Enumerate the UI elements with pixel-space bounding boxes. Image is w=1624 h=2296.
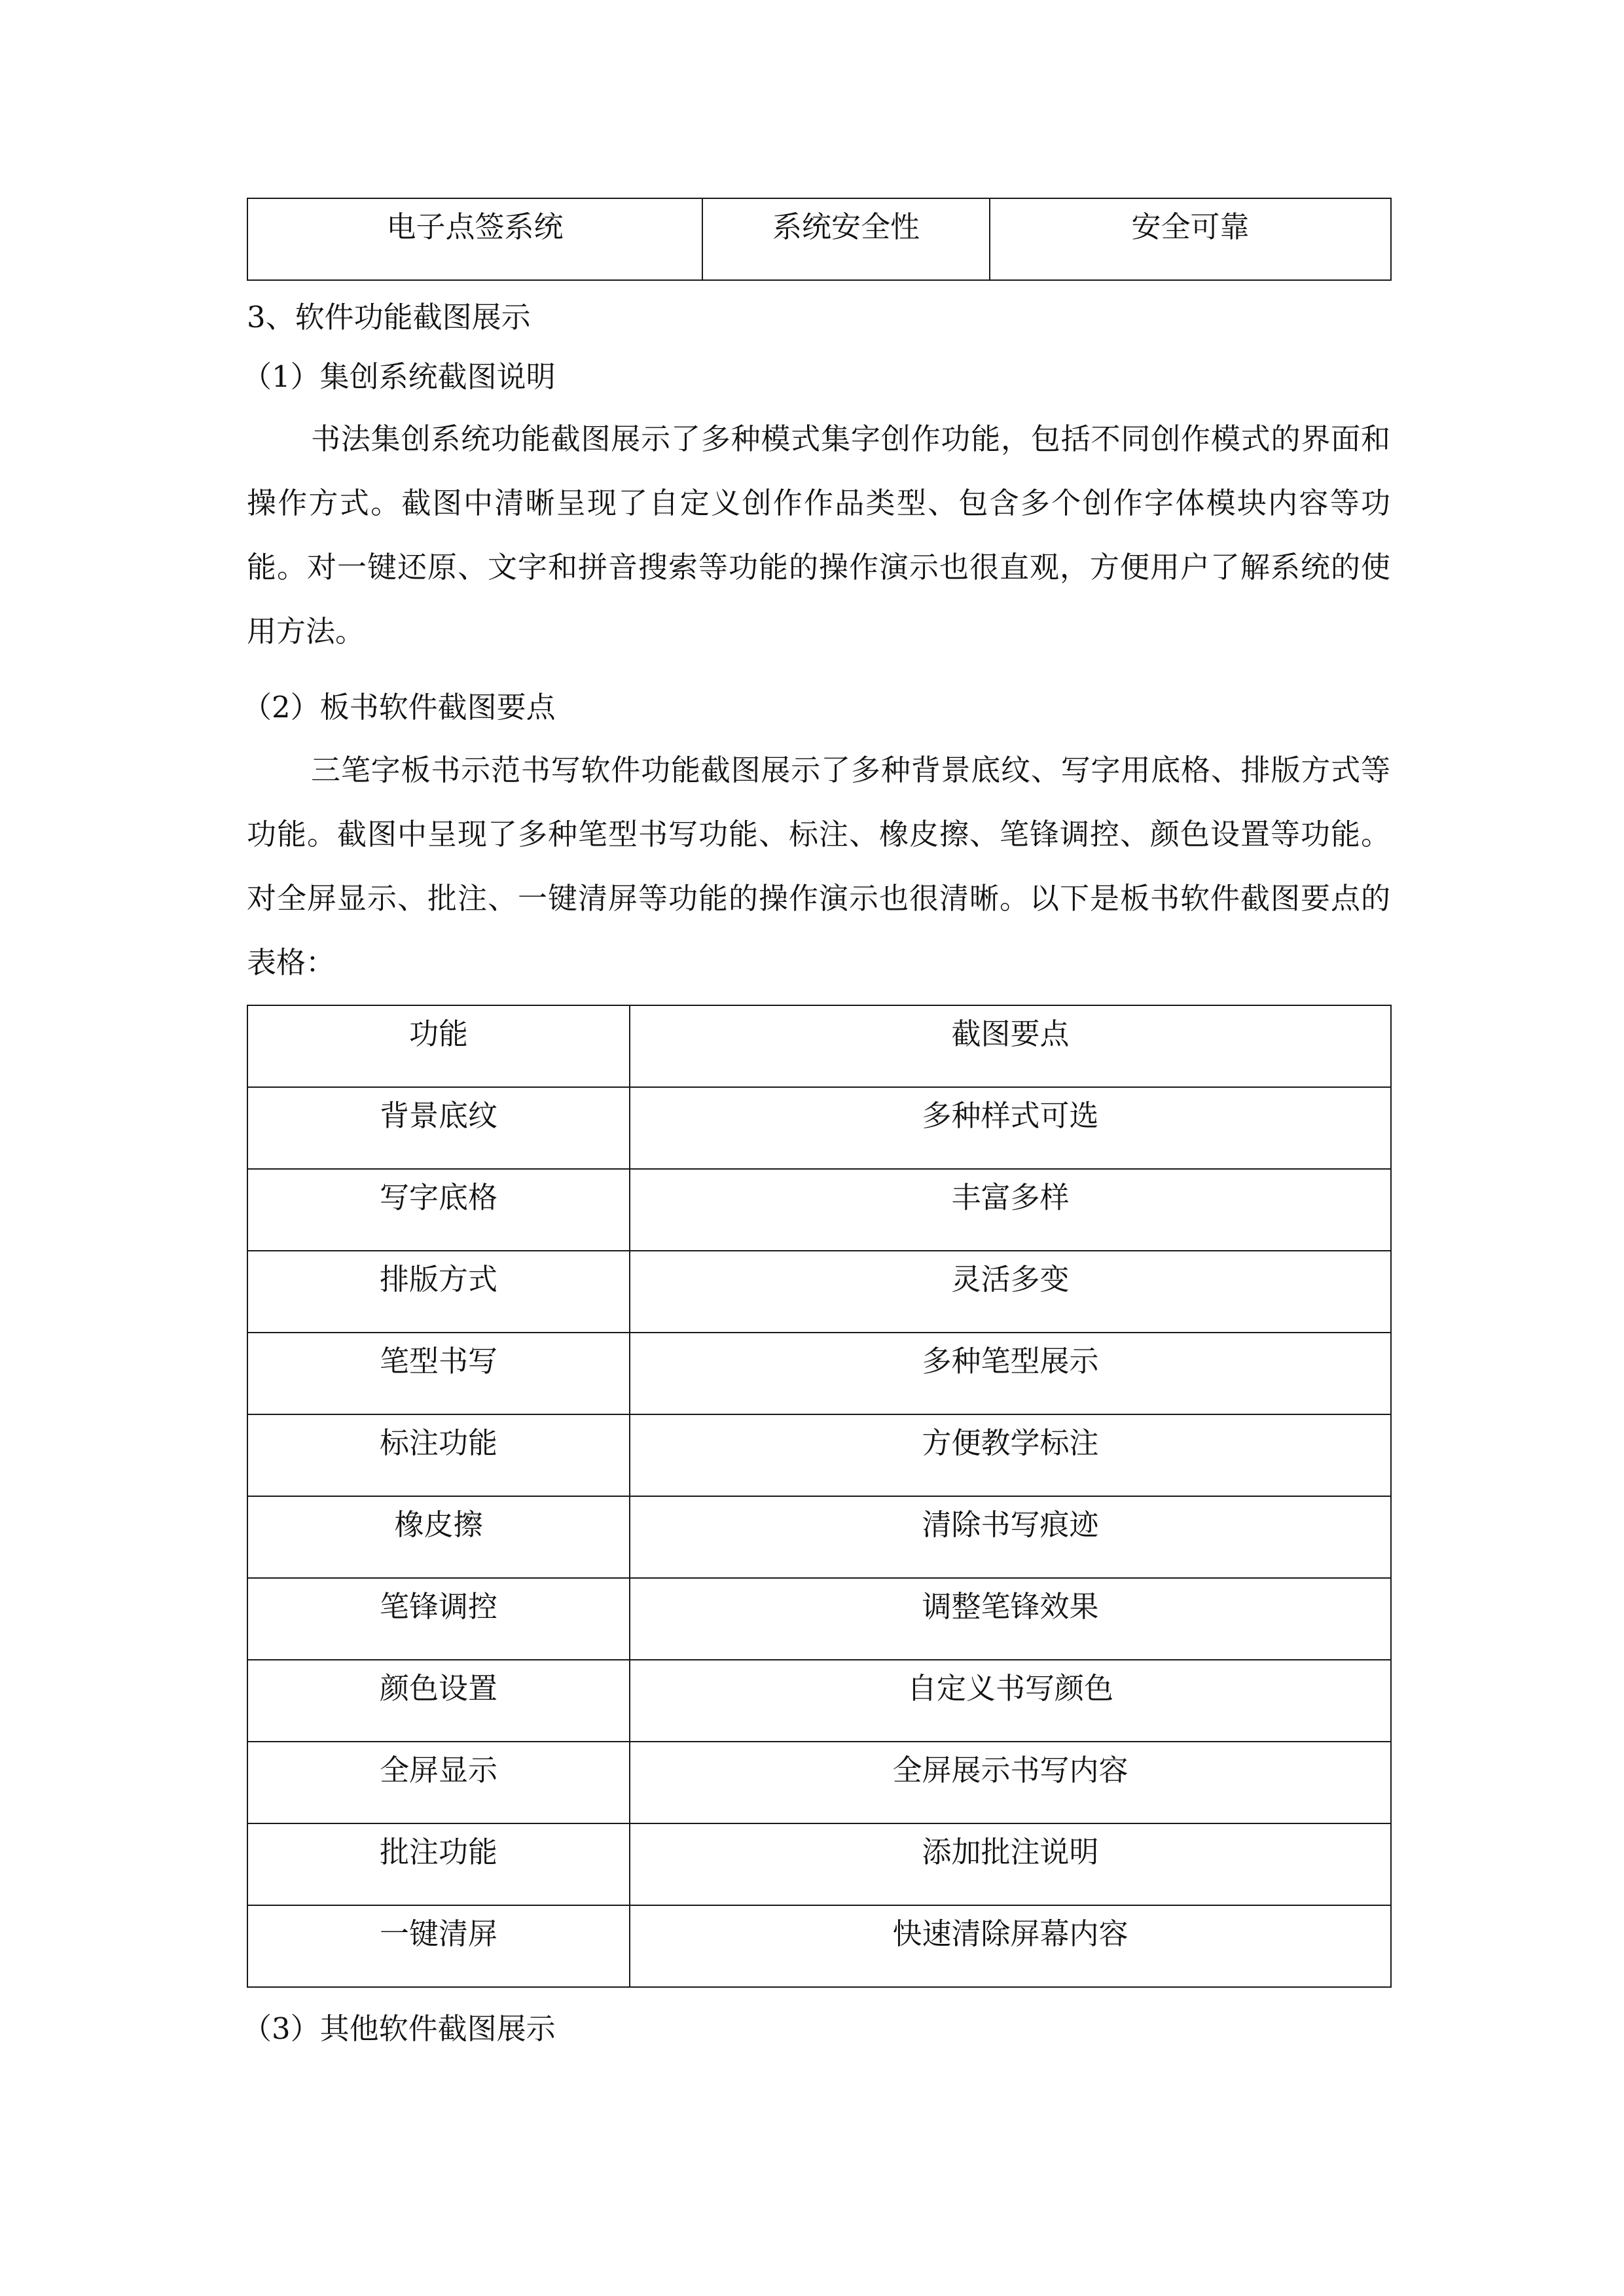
table-cell: 批注功能: [247, 1823, 630, 1905]
table-cell: 调整笔锋效果: [630, 1578, 1391, 1660]
table-row: [247, 1251, 1391, 1333]
table-cell: 灵活多变: [630, 1251, 1391, 1333]
subsection-heading-1: （1）集创系统截图说明: [242, 359, 556, 394]
table-header-cell: 功能: [247, 1005, 630, 1087]
table-cell: 电子点签系统: [247, 198, 702, 280]
paragraph-1-text: 书法集创系统功能截图展示了多种模式集字创作功能，包括不同创作模式的界面和操作方式。截图中清晰呈现了自定义创作作品类型、包含多个创作字体模块内容等功能。对一键还原、文字和拼音搜索等功能的操作演示也很直观，方便用户了解系统的使用方法。: [247, 422, 1390, 649]
table-row: [247, 1169, 1391, 1251]
table-row: [247, 1496, 1391, 1578]
table-row: [247, 1660, 1391, 1742]
paragraph-2: [247, 738, 1390, 995]
table-cell: 系统安全性: [702, 198, 990, 280]
table-cell: 标注功能: [247, 1414, 630, 1496]
top-table: [247, 198, 1392, 281]
table-header-row: [247, 1005, 1391, 1087]
table-cell: 全屏显示: [247, 1742, 630, 1823]
subsection-heading-3: （3）其他软件截图展示: [242, 2011, 556, 2046]
table-cell: 笔型书写: [247, 1333, 630, 1414]
table-cell: 多种样式可选: [630, 1087, 1391, 1169]
table-row: [247, 1905, 1391, 1987]
table-cell: 排版方式: [247, 1251, 630, 1333]
table-cell: 背景底纹: [247, 1087, 630, 1169]
section-heading: 3、软件功能截图展示: [247, 300, 531, 334]
function-table: [247, 1005, 1392, 1988]
table-cell: 颜色设置: [247, 1660, 630, 1742]
table-row: [247, 1742, 1391, 1823]
table-cell: 橡皮擦: [247, 1496, 630, 1578]
subsection-heading-2: （2）板书软件截图要点: [242, 690, 556, 725]
paragraph-2-text: 三笔字板书示范书写软件功能截图展示了多种背景底纹、写字用底格、排版方式等功能。截图中呈现了多种笔型书写功能、标注、橡皮擦、笔锋调控、颜色设置等功能。对全屏显示、批注、一键清屏等功能的操作演示也很清晰。以下是板书软件截图要点的表格：: [247, 753, 1390, 980]
table-cell: 添加批注说明: [630, 1823, 1391, 1905]
table-row: [247, 1087, 1391, 1169]
table-cell: 丰富多样: [630, 1169, 1391, 1251]
table-cell: 写字底格: [247, 1169, 630, 1251]
table-header-cell: 截图要点: [630, 1005, 1391, 1087]
table-row: [247, 1823, 1391, 1905]
table-row: [247, 1578, 1391, 1660]
table-cell: 自定义书写颜色: [630, 1660, 1391, 1742]
table-cell: 多种笔型展示: [630, 1333, 1391, 1414]
table-cell: 方便教学标注: [630, 1414, 1391, 1496]
table-cell: 清除书写痕迹: [630, 1496, 1391, 1578]
table-row: [247, 198, 1391, 280]
table-cell: 安全可靠: [990, 198, 1391, 280]
paragraph-1: [247, 407, 1390, 664]
table-row: [247, 1414, 1391, 1496]
table-cell: 一键清屏: [247, 1905, 630, 1987]
table-row: [247, 1333, 1391, 1414]
table-cell: 笔锋调控: [247, 1578, 630, 1660]
table-cell: 全屏展示书写内容: [630, 1742, 1391, 1823]
table-cell: 快速清除屏幕内容: [630, 1905, 1391, 1987]
